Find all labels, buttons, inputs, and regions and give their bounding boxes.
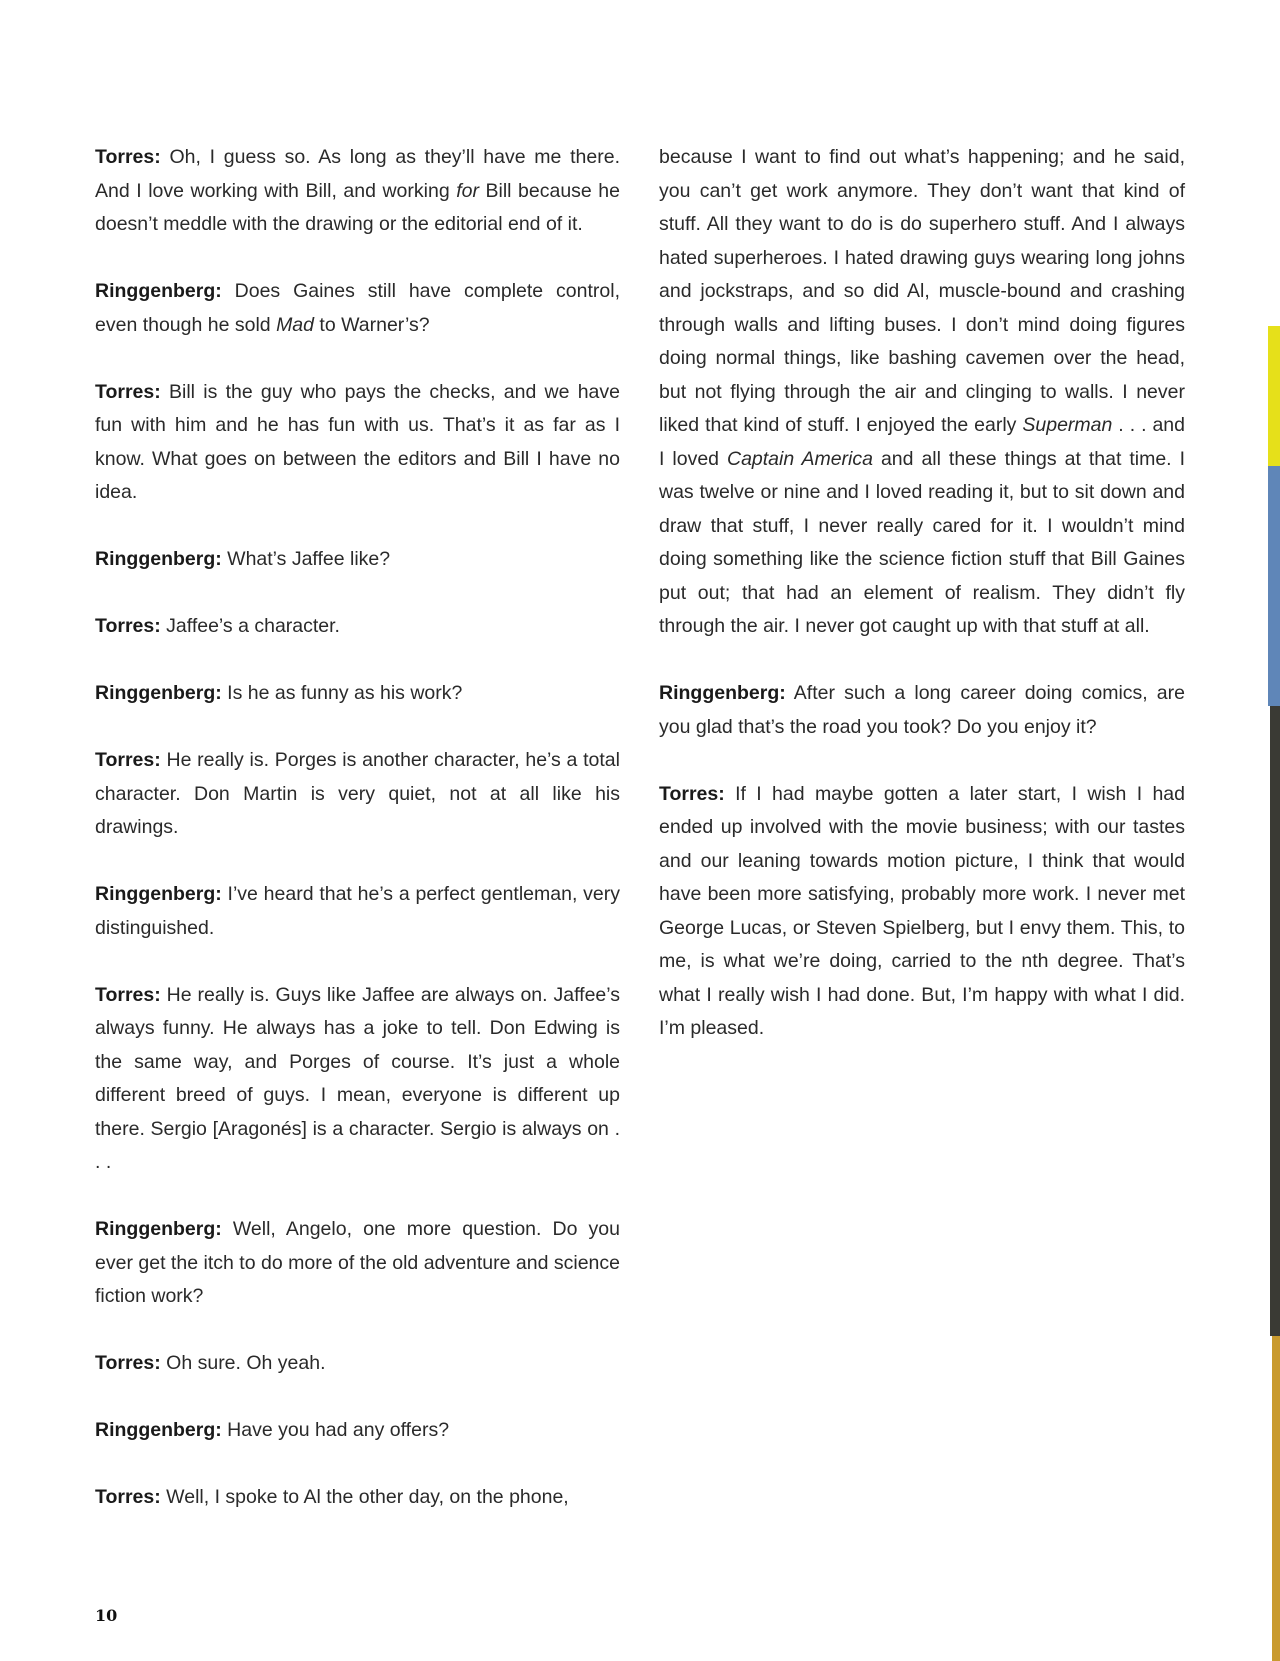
interview-paragraph <box>95 376 620 510</box>
speaker-label: Ringgenberg: <box>659 682 786 704</box>
edge-blue-band <box>1268 466 1280 706</box>
paragraph-text: Is he as funny as his work? <box>221 682 463 704</box>
interview-paragraph <box>95 1213 620 1314</box>
speaker-label: Ringgenberg: <box>95 548 222 570</box>
speaker-label: Torres: <box>95 380 161 403</box>
paragraph-text: Have you had any offers? <box>221 1419 450 1441</box>
interview-paragraph <box>659 141 1185 644</box>
interview-paragraph <box>95 610 620 644</box>
paragraph-text: After such a long career doing comics, are you glad that’s the road you took? Do you enjoy it? <box>659 682 1185 738</box>
paragraph-text: Jaffee’s a character. <box>160 615 340 637</box>
paragraph-text: I’ve heard that he’s a perfect gentleman, very distinguished. <box>95 883 620 939</box>
left-column <box>95 141 620 1548</box>
speaker-label: Torres: <box>95 1486 161 1508</box>
right-column <box>659 141 1185 1079</box>
paragraph-text: Well, Angelo, one more question. Do you ever get the itch to do more of the old adventure and science fiction work? <box>95 1218 620 1307</box>
speaker-label: Ringgenberg: <box>95 682 222 704</box>
speaker-label: Ringgenberg: <box>95 1218 222 1240</box>
interview-paragraph <box>95 979 620 1180</box>
italic-title: Captain America <box>726 447 873 470</box>
speaker-label: Torres: <box>95 749 161 771</box>
speaker-label: Ringgenberg: <box>95 280 222 302</box>
paragraph-text: Does Gaines still have complete control, even though he sold <box>95 280 620 336</box>
speaker-label: Torres: <box>95 983 161 1006</box>
paragraph-text: What’s Jaffee like? <box>221 548 391 570</box>
paragraph-text: because I want to find out what’s happening; and he said, you can’t get work anymore. They don’t want that kind of stuff. All they want to do is do superhero stuff. And I always hated superheroes. I hated drawing guys wearing long johns and jockstraps, and so did Al, muscle-bound and crashing through walls and lifting buses. I don’t mind doing figures doing normal things, like bashing cavemen over the head, but not flying through the air and clinging to walls. I never liked that kind of stuff. I enjoyed the early <box>659 146 1185 436</box>
interview-paragraph <box>95 744 620 845</box>
interview-paragraph <box>95 1481 620 1515</box>
paragraph-text: Bill is the guy who pays the checks, and we have fun with him and he has fun with us. That’s it as far as I know. What goes on between the editors and Bill I have no idea. <box>95 380 620 503</box>
paragraph-text: If I had maybe gotten a later start, I wish I had ended up involved with the movie business; with our tastes and our leaning towards motion picture, I think that would have been more satisfying, probably more work. I never met George Lucas, or Steven Spielberg, but I envy them. This, to me, is what we’re doing, carried to the nth degree. That’s what I really wish I had done. But, I’m happy with what I did. I’m pleased. <box>659 782 1185 1039</box>
paragraph-text: He really is. Porges is another character, he’s a total character. Don Martin is very quiet, not at all like his drawings. <box>95 749 620 838</box>
speaker-label: Ringgenberg: <box>95 883 222 905</box>
interview-paragraph <box>659 778 1185 1046</box>
paragraph-text: He really is. Guys like Jaffee are always on. Jaffee’s always funny. He always has a joke to tell. Don Edwing is the same way, and Porges of course. It’s just a whole different breed of guys. I mean, everyone is different up there. Sergio [Aragonés] is a character. Sergio is always on . . . <box>95 983 620 1173</box>
paragraph-text: . . . and I loved <box>659 414 1185 470</box>
interview-paragraph <box>95 141 620 242</box>
paragraph-text: Oh, I guess so. As long as they’ll have me there. And I love working with Bill, and working <box>95 146 620 202</box>
speaker-label: Torres: <box>659 782 725 805</box>
interview-paragraph <box>95 878 620 945</box>
adjacent-page-edge-image <box>1268 326 1280 1661</box>
speaker-label: Torres: <box>95 1352 161 1374</box>
paragraph-text: Well, I spoke to Al the other day, on the phone, <box>160 1486 569 1508</box>
edge-gold-band <box>1272 1336 1280 1661</box>
interview-paragraph <box>95 677 620 711</box>
paragraph-text: Bill because he doesn’t meddle with the drawing or the editorial end of it. <box>95 179 620 235</box>
paragraph-text: and all these things at that time. I was twelve or nine and I loved reading it, but to sit down and draw that stuff, I never really cared for it. I wouldn’t mind doing something like the science fiction stuff that Bill Gaines put out; that had an element of realism. They didn’t fly through the air. I never got caught up with that stuff at all. <box>659 447 1185 637</box>
paragraph-text: Oh sure. Oh yeah. <box>160 1352 326 1374</box>
interview-paragraph <box>95 1347 620 1381</box>
interview-paragraph <box>95 1414 620 1448</box>
edge-yellow-band <box>1268 326 1280 466</box>
page-number: 10 <box>95 1606 118 1625</box>
speaker-label: Torres: <box>95 615 161 637</box>
italic-title: Superman <box>1022 414 1113 436</box>
edge-dark-band <box>1270 706 1280 1336</box>
speaker-label: Torres: <box>95 146 161 168</box>
paragraph-text: to Warner’s? <box>314 313 430 336</box>
italic-title: Mad <box>276 313 314 336</box>
italic-title: for <box>456 179 479 202</box>
speaker-label: Ringgenberg: <box>95 1419 222 1441</box>
interview-paragraph <box>95 543 620 577</box>
interview-paragraph <box>659 677 1185 744</box>
interview-paragraph <box>95 275 620 342</box>
